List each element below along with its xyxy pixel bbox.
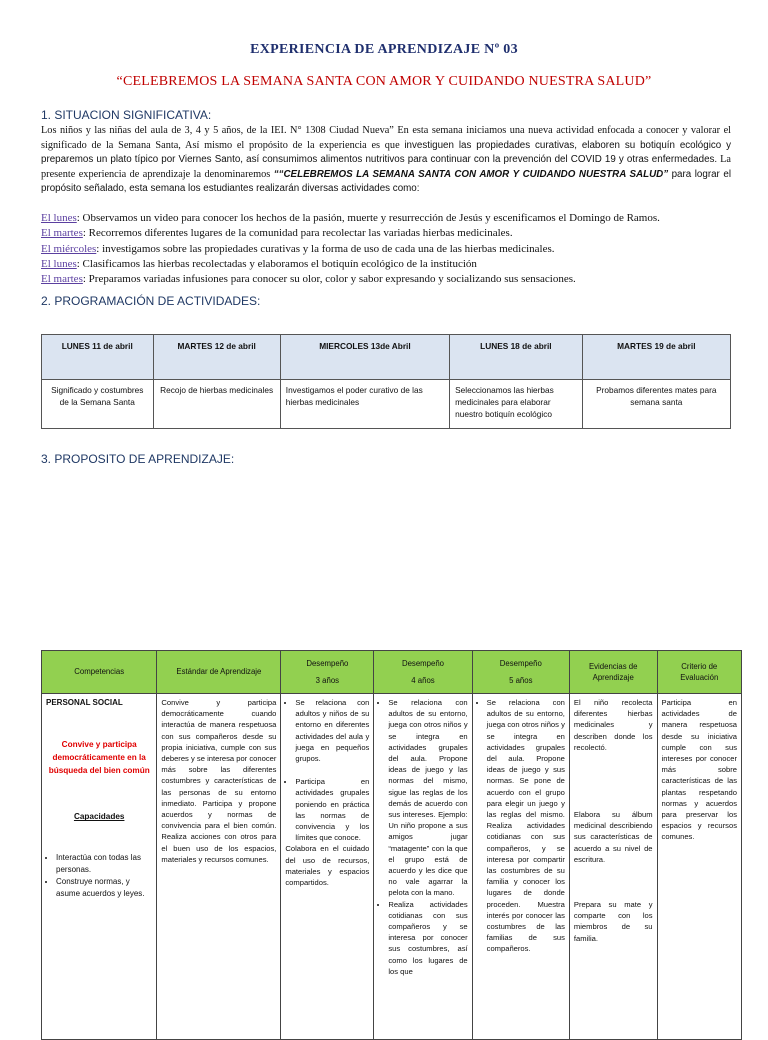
schedule-header: MARTES 19 de abril: [582, 335, 730, 380]
schedule-header: LUNES 11 de abril: [42, 335, 154, 380]
schedule-row: [42, 380, 731, 429]
day-label: El martes: [41, 227, 83, 240]
schedule-header: MIERCOLES 13de Abril: [280, 335, 449, 380]
day-text: : Observamos un video para conocer los hechos de la pasión, muerte y resurrección de Jesús y escenificamos el Domingo de Ramos.: [76, 212, 660, 224]
capacidad-item: • Construye normas, y asume acuerdos y leyes.: [56, 876, 152, 900]
header-label: Desempeño: [401, 658, 445, 668]
experience-name: ““CELEBREMOS LA SEMANA SANTA CON AMOR Y CUIDANDO NUESTRA SALUD”: [273, 168, 669, 180]
desempeno-5-list: [477, 697, 565, 955]
day-label: El lunes: [41, 257, 77, 270]
header-age: 5 años: [509, 676, 533, 685]
desempeno-5-cell: [472, 694, 569, 1040]
document-subtitle: “CELEBREMOS LA SEMANA SANTA CON AMOR Y CUIDANDO NUESTRA SALUD”: [116, 74, 652, 89]
header-age: 3 años: [315, 676, 340, 685]
section-heading-proposito: 3. PROPOSITO DE APRENDIZAJE:: [41, 452, 235, 466]
situacion-text-1: Los niños y las niñas del aula de 3, 4 y 5 años, de la IEI. N° 1308 Ciudad Nueva” En esta semana iniciamos una nueva actividad enfocada a conocer y valorar el significado de la Semana Santa, Así mismo el propósito de la experiencia es que: [41, 125, 731, 151]
header-criterio: Criterio de Evaluación: [657, 651, 741, 694]
section-heading-programacion: 2. PROGRAMACIÓN DE ACTIVIDADES:: [41, 294, 261, 308]
schedule-cell: Recojo de hierbas medicinales: [153, 380, 280, 429]
header-desempeno-4: [374, 651, 472, 694]
capacidad-item: • Interactúa con todas las personas.: [56, 852, 152, 876]
desempeno-item: • Realiza actividades cotidianas con sus compañeros y se interesa por conocer sus costumbres, así como los lugares de los que: [388, 899, 467, 977]
schedule-cell: Probamos diferentes mates para semana santa: [582, 380, 730, 429]
criterio-cell: Participa en actividades de manera respetuosa desde su iniciativa cumple con sus intereses por conocer más sobre características de las plantas respetando normas y acuerdos para preservar los espacios y recursos comunes.: [657, 694, 741, 1040]
header-label: Desempeño: [499, 658, 542, 668]
day-item: [41, 272, 741, 287]
header-age: 4 años: [411, 676, 435, 685]
competencia-text: Convive y participa democráticamente en la búsqueda del bien común: [48, 740, 150, 776]
header-desempeno-5: [472, 651, 569, 694]
day-text: : investigamos sobre las propiedades curativas y la forma de uso de cada una de las hierbas medicinales.: [96, 242, 555, 255]
day-text: : Preparamos variadas infusiones para conocer su olor, color y sabor expresando y socializando sus sensaciones.: [82, 273, 576, 286]
header-label: Desempeño: [306, 658, 349, 668]
header-evidencias: Evidencias de Aprendizaje: [569, 651, 657, 694]
situacion-text-3: La presente experiencia de aprendizaje la denominaremos: [41, 154, 731, 180]
day-label: El martes: [41, 273, 83, 286]
desempeno-item: • Participa en actividades grupales poniendo en práctica las normas de convivencia y los límites que conoce.: [295, 776, 369, 843]
schedule-table: [41, 334, 731, 429]
day-text: : Clasificamos las hierbas recolectadas y elaboramos el botiquín ecológico de la institución: [76, 257, 477, 270]
evidencia-item: Elabora su álbum medicinal describiendo sus características de acuerdo a su nivel de escritura.: [573, 810, 653, 864]
capacidades-label: Capacidades: [73, 812, 125, 822]
section-heading-situacion: 1. SITUACION SIGNIFICATIVA:: [41, 108, 212, 122]
schedule-cell: Investigamos el poder curativo de las hierbas medicinales: [280, 380, 449, 429]
purpose-row: [42, 694, 742, 1040]
days-list: [41, 211, 741, 287]
estandar-cell: Convive y participa democráticamente cuando interactúa de manera respetuosa con sus compañeros desde su propia iniciativa, cumple con sus deberes y se interesa por conocer más sobre las diferentes costumbres y características de las personas de su entorno inmediato. Participa y propone acuerdos y normas de convivencia para el bien común. Realiza acciones con otros para el buen uso de los espacios, materiales y recursos comunes.: [157, 694, 281, 1040]
day-label: El lunes: [41, 212, 77, 224]
schedule-header: MARTES 12 de abril: [153, 335, 280, 380]
desempeno-item: Colabora en el cuidado del uso de recursos, materiales y espacios compartidos.: [285, 844, 370, 888]
evidencia-item: Prepara su mate y comparte con los miembros de su familia.: [573, 900, 653, 943]
day-item: [41, 242, 741, 257]
desempeno-4-list: [378, 697, 467, 977]
desempeno-item: • Se relaciona con adultos de su entorno, juega con otros niños y se integra en actividades grupales del aula. Propone ideas de juego y sus normas. Se pone de acuerdo con el grupo para elegir un juego y las reglas del mismo. Realiza actividades cotidianas con sus compañeros, y se interesa por compartir las costumbres de su familia y conocer los lugares de donde proceden. Muestra interés por conocer las costumbres de las familias de sus compañeros.: [487, 697, 565, 955]
situacion-paragraph: [41, 124, 731, 197]
situacion-text-4: para lograr el propósito señalado, esta semana los estudiantes realizarán diversas actividades como:: [41, 168, 732, 195]
document-title: EXPERIENCIA DE APRENDIZAJE Nº 03: [250, 42, 518, 57]
header-competencias: Competencias: [42, 651, 157, 694]
purpose-header-row: [42, 651, 742, 694]
day-item: [41, 211, 741, 226]
schedule-header: LUNES 18 de abril: [450, 335, 583, 380]
competencias-cell: [42, 694, 157, 1040]
day-item: [41, 257, 741, 272]
schedule-header-row: [42, 335, 731, 380]
desempeno-item: • Se relaciona con adultos de su entorno, juega con otros niños y se integra en actividades grupales del aula. Propone ideas de juego y las normas del mismo, sigue las reglas de los demás de acuerdo con sus intereses. Ejemplo: Un niño propone a sus amigos jugar “matagente” con la que el grupo está de acuerdo y les dice que no vale agarrar la pelota con la mano.: [388, 697, 467, 899]
day-item: [41, 226, 741, 241]
desempeno-3-list: [285, 697, 369, 843]
area-label: PERSONAL SOCIAL: [46, 698, 123, 707]
evidencia-item: El niño recolecta diferentes hierbas medicinales y describen donde los recolectó.: [573, 698, 653, 752]
purpose-table: [41, 650, 742, 1040]
evidencias-cell: [569, 694, 657, 1040]
day-label: El miércoles: [41, 242, 97, 255]
day-text: : Recorremos diferentes lugares de la comunidad para recolectar las variadas hierbas medicinales.: [82, 227, 513, 240]
capacidades-list: [46, 852, 152, 900]
header-desempeno-3: [281, 651, 374, 694]
schedule-cell: Significado y costumbres de la Semana Santa: [42, 380, 154, 429]
situacion-text-2: investiguen las propiedades curativas, elaboren su botiquín ecológico y preparemos un plato típico por Viernes Santo, así consumimos alimentos nutritivos para continuar con la prevención del COVID 19 y otras enfermedades.: [41, 139, 731, 166]
schedule-cell: Seleccionamos las hierbas medicinales para elaborar nuestro botiquín ecológico: [450, 380, 583, 429]
desempeno-3-cell: [281, 694, 374, 1040]
header-estandar: Estándar de Aprendizaje: [157, 651, 281, 694]
desempeno-item: • Se relaciona con adultos y niños de su entorno en diferentes actividades del aula y juega en pequeños grupos.: [295, 697, 369, 764]
desempeno-4-cell: [374, 694, 472, 1040]
